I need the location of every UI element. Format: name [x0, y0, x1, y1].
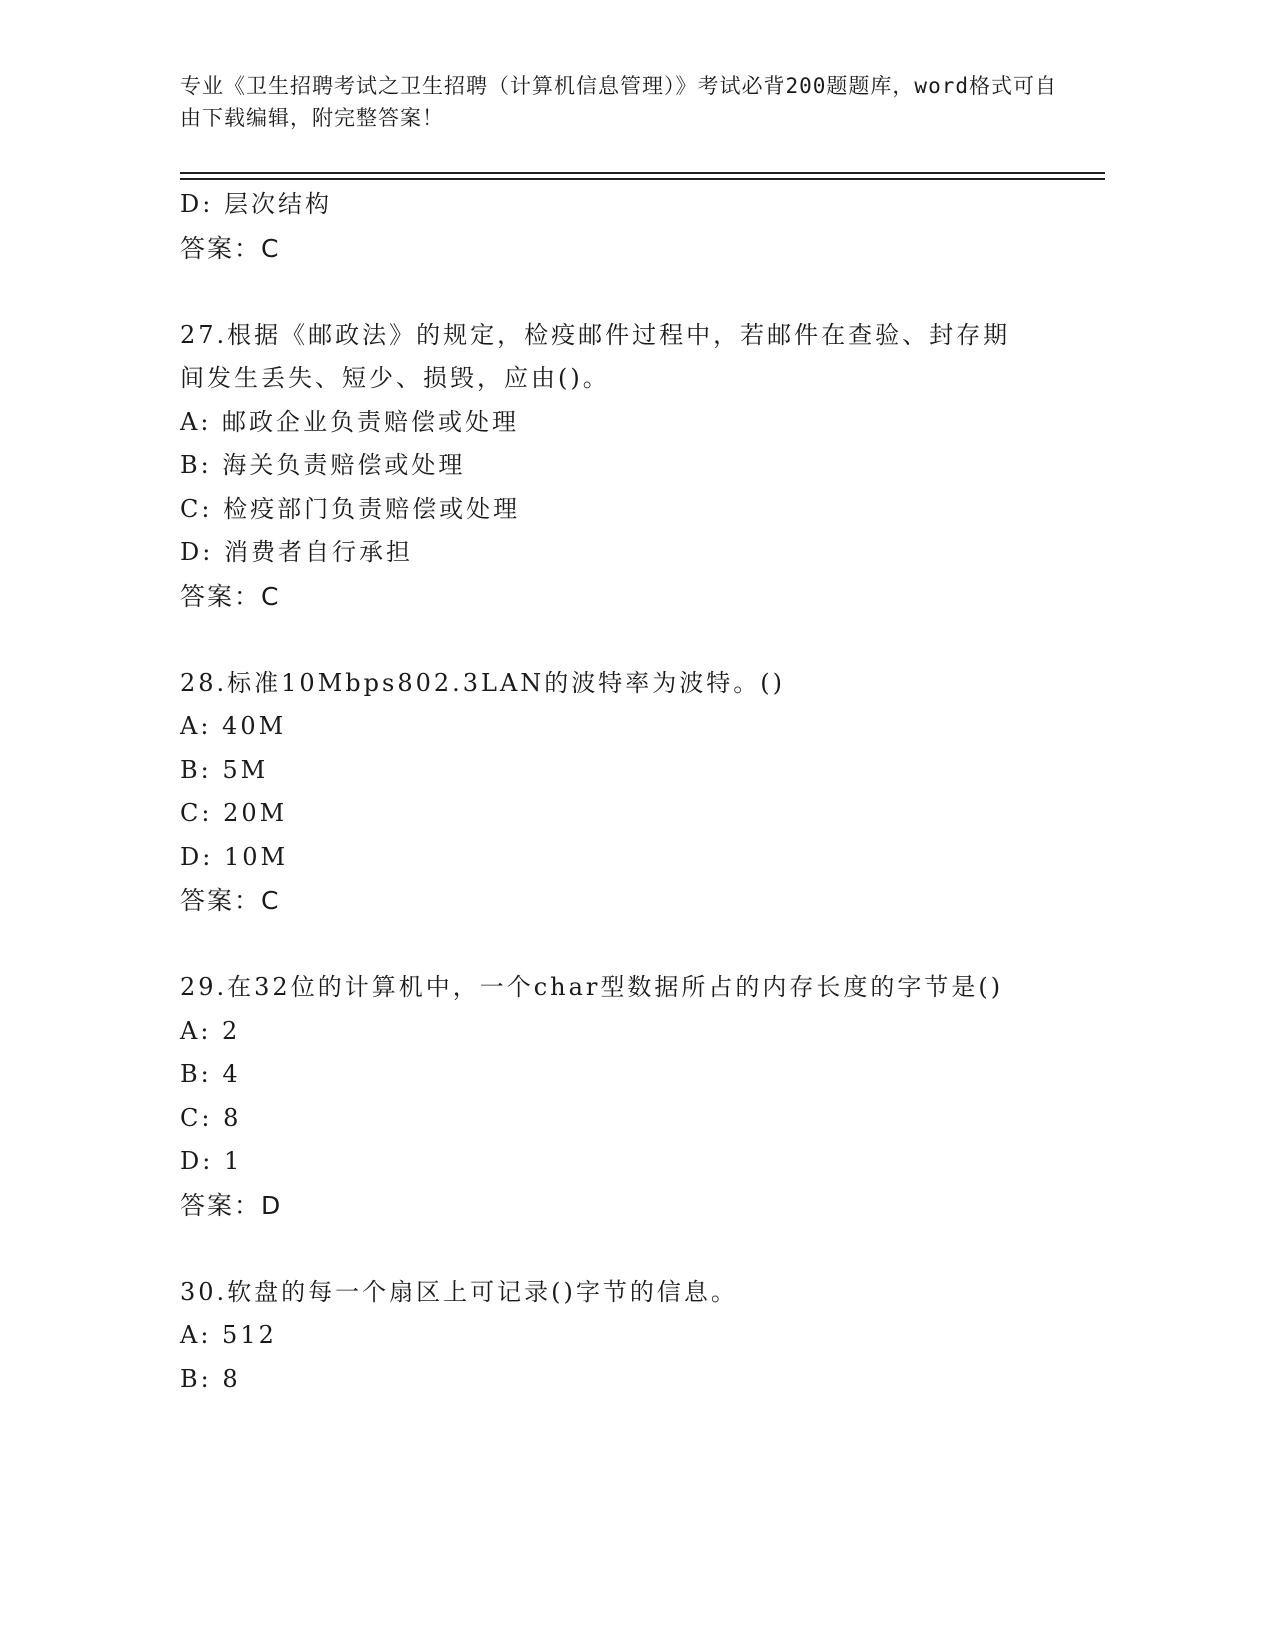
document-header: 专业《卫生招聘考试之卫生招聘（计算机信息管理）》考试必背200题题库，word格式可自由下载编辑，附完整答案！: [180, 74, 1057, 130]
answer-line: 答案：C: [180, 886, 281, 915]
option-c: C: 检疫部门负责赔偿或处理: [180, 494, 521, 523]
question-stem: 29.在32位的计算机中，一个char型数据所占的内存长度的字节是(): [180, 973, 1004, 1001]
answer-line: 答案：C: [180, 233, 281, 263]
header-divider-top: [180, 172, 1105, 174]
question-stem: 30.软盘的每一个扇区上可记录()字节的信息。: [180, 1277, 738, 1306]
question-stem-continued: 间发生丢失、短少、损毁，应由()。: [180, 364, 610, 392]
option-a: A: 40M: [180, 712, 287, 740]
option-d: D: 消费者自行承担: [180, 538, 413, 566]
option-a: A: 512: [180, 1321, 277, 1349]
answer-line: 答案：D: [180, 1190, 283, 1220]
option-b: B: 8: [180, 1364, 241, 1393]
question-29: [180, 966, 1110, 1228]
option-b: B: 4: [180, 1060, 241, 1088]
option-d: D: 10M: [180, 842, 289, 871]
option-b: B: 5M: [180, 755, 269, 784]
option-a: A: 2: [180, 1016, 241, 1045]
option-a: A: 邮政企业负责赔偿或处理: [180, 407, 520, 436]
option-b: B: 海关负责赔偿或处理: [180, 451, 466, 479]
question-27: [180, 314, 1110, 619]
question-30: [180, 1271, 1110, 1402]
answer-line: 答案：C: [180, 581, 281, 611]
question-28: [180, 662, 1110, 924]
option-d: D: 1: [180, 1147, 243, 1175]
question-stem: 27.根据《邮政法》的规定，检疫邮件过程中，若邮件在查验、封存期: [180, 320, 1011, 349]
question-stem: 28.标准10Mbps802.3LAN的波特率为波特。(): [180, 668, 786, 697]
option-c: C: 8: [180, 1103, 242, 1132]
option-d: D: 层次结构: [180, 190, 332, 218]
question-list: [180, 183, 1110, 1401]
option-c: C: 20M: [180, 799, 288, 827]
header-divider-bottom: [180, 178, 1105, 180]
